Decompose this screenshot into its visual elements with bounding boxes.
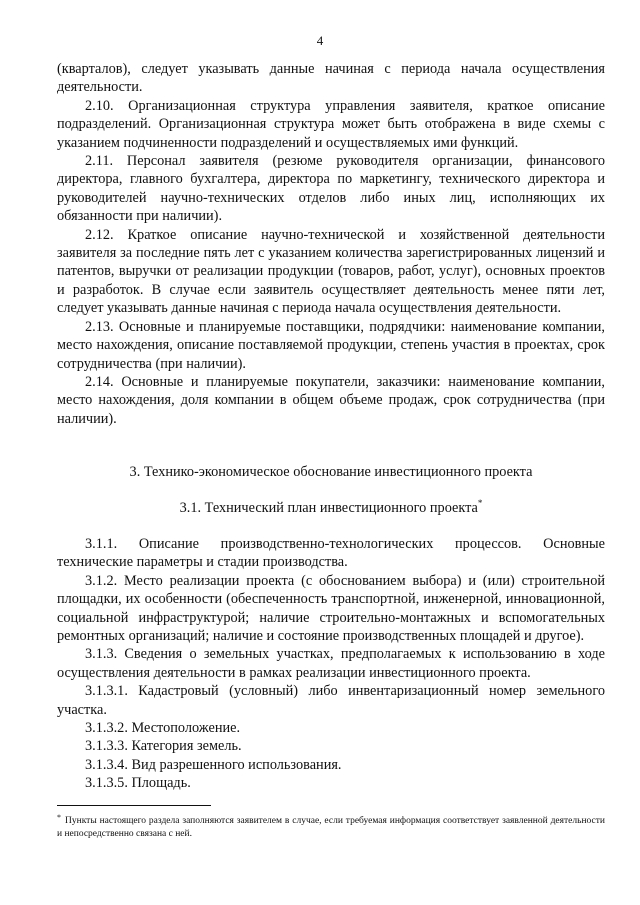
subsection-heading-text: 3.1. Технический план инвестиционного проекта — [179, 499, 478, 516]
paragraph-2-13: 2.13. Основные и планируемые поставщики, подрядчики: наименование компании, место нахождения, описание поставляемой продукции, степень участия в проектах, срок сотрудничества (при наличии). — [57, 318, 605, 372]
paragraph-continuation: (кварталов), следует указывать данные начиная с периода начала осуществления деятельности. — [57, 61, 605, 96]
paragraph-2-10: 2.10. Организационная структура управления заявителя, краткое описание подразделений. Организационная структура может быть отображена в виде схемы с указанием подчиненности подразделений и осуществляемых ими функций. — [57, 97, 605, 151]
paragraph-2-14: 2.14. Основные и планируемые покупатели, заказчики: наименование компании, место нахождения, доля компании в общем объеме продаж, срок сотрудничества (при наличии). — [57, 373, 605, 427]
section-heading: 3. Технико-экономическое обоснование инвестиционного проекта — [129, 464, 533, 481]
paragraph-3-1-3-5: 3.1.3.5. Площадь. — [85, 775, 191, 792]
footnote-divider — [57, 805, 211, 806]
paragraph-3-1-3-2: 3.1.3.2. Местоположение. — [85, 720, 241, 736]
subsection-heading — [57, 499, 605, 517]
subsection-footnote-mark: * — [477, 497, 483, 508]
paragraph-3-1-2: 3.1.2. Место реализации проекта (с обоснованием выбора) и (или) строительной площадки, их особенности (обеспеченность транспортной, инженерной, инновационной, социальной инфраструктурой; наличие строительно-монтажных и вспомогательных ремонтных организаций; наличие и состояние производственных площадей и другое). — [57, 572, 605, 644]
paragraph-3-1-3-1: 3.1.3.1. Кадастровый (условный) либо инвентаризационный номер земельного участка. — [57, 683, 605, 718]
paragraph-3-1-1: 3.1.1. Описание производственно-технологических процессов. Основные технические параметры и стадии производства. — [57, 535, 605, 571]
paragraph-3-1-3-3: 3.1.3.3. Категория земель. — [85, 738, 242, 755]
page-number: 4 — [316, 33, 324, 48]
footnote-text: Пункты настоящего раздела заполняются заявителем в случае, если требуемая информация соответствует заявленной деятельности и непосредственно связана с ней. — [57, 816, 605, 839]
paragraph-3-1-3: 3.1.3. Сведения о земельных участках, предполагаемых к использованию в ходе осуществления деятельности в рамках реализации инвестиционного проекта. — [57, 646, 605, 681]
paragraph-2-12: 2.12. Краткое описание научно-технической и хозяйственной деятельности заявителя за последние пять лет с указанием количества зарегистрированных лицензий и патентов, выручки от реализации продукции (товаров, работ, услуг), основных проектов и разработок. В случае если заявитель осуществляет деятельность менее пяти лет, следует указывать данные начиная с периода начала осуществления деятельности. — [57, 226, 605, 317]
paragraph-2-11: 2.11. Персонал заявителя (резюме руководителя организации, финансового директора, главного бухгалтера, директора по маркетингу, технического директора и руководителей научно-технических отделов либо иных лиц, исполняющих их обязанности при наличии). — [57, 153, 605, 225]
footnote-mark: * — [57, 813, 61, 822]
footnote — [57, 811, 605, 841]
paragraph-3-1-3-4: 3.1.3.4. Вид разрешенного использования. — [85, 756, 342, 773]
document-body — [57, 60, 605, 793]
